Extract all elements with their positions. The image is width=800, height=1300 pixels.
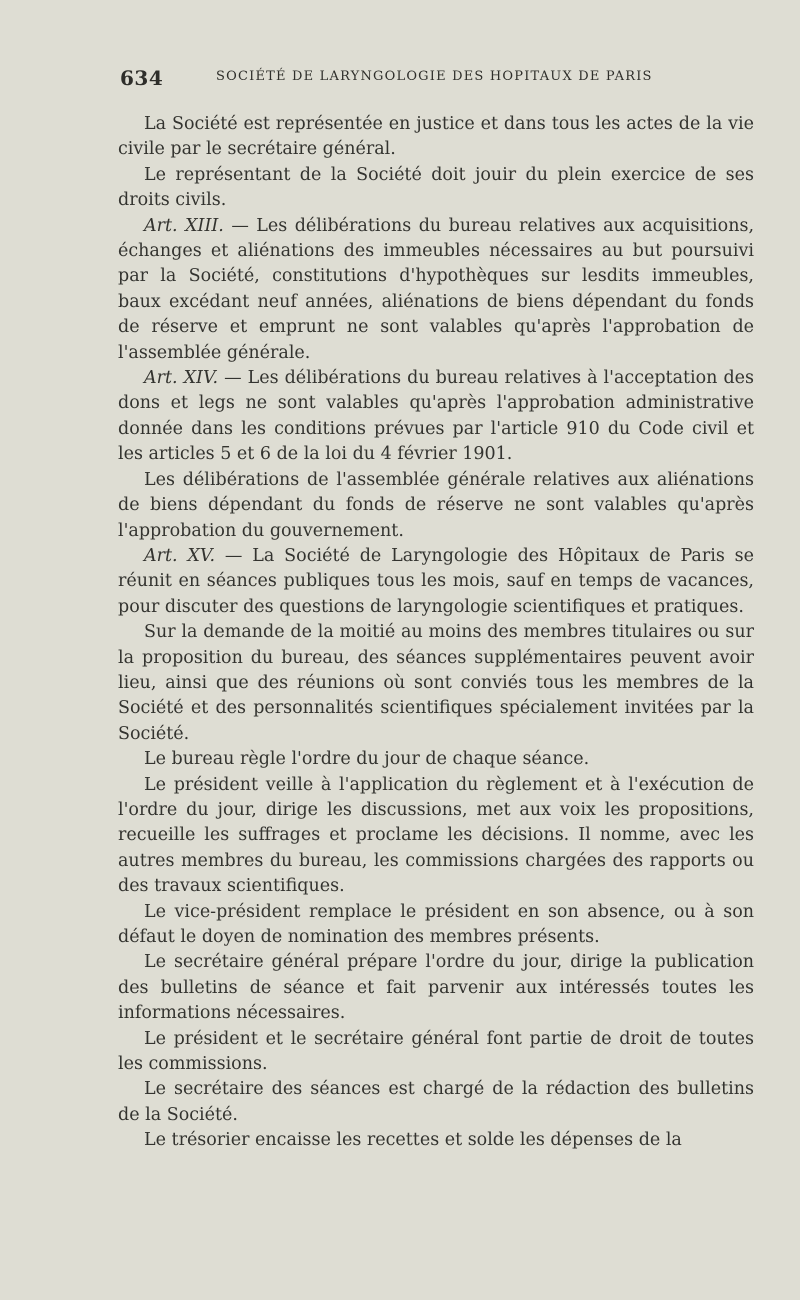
paragraph <box>118 620 754 747</box>
paragraph <box>118 1027 754 1078</box>
paragraph <box>118 1128 754 1153</box>
article-label: Art. XV. <box>144 545 216 566</box>
paragraph-text: Le président veille à l'application du règlement et à l'exécution de l'ordre du jour, dirige les discussions, met aux voix les propositions, recueille les suffrages et proclame les décisions. Il nomme, avec les autres membres du bureau, les commissions chargées des rapports ou des travaux scientifiques. <box>118 774 754 897</box>
paragraph <box>118 747 754 772</box>
paragraph <box>118 1077 754 1128</box>
paragraph <box>118 950 754 1026</box>
paragraph-text: Le secrétaire général prépare l'ordre du jour, dirige la publication des bulletins de séance et fait parvenir aux intéressés toutes les informations nécessaires. <box>118 952 754 1024</box>
paragraph-text: — Les délibérations du bureau relatives à l'acceptation des dons et legs ne sont valables qu'après l'approbation administrative donnée dans les conditions prévues par l'article 910 du Code civil et les articles 5 et 6 de la loi du 4 février 1901. <box>118 368 754 465</box>
paragraph-text: Le bureau règle l'ordre du jour de chaque séance. <box>144 749 590 770</box>
paragraph <box>118 900 754 951</box>
paragraph-text: — Les délibérations du bureau relatives aux acquisitions, échanges et aliénations des immeubles nécessaires au but poursuivi par la Société, constitutions d'hypothèques sur lesdits immeubles, baux excédant neuf années, aliénations de biens dépendant du fonds de réserve et emprunt ne sont valables qu'après l'approbation de l'assemblée générale. <box>118 215 755 363</box>
paragraph-text: Le président et le secrétaire général font partie de droit de toutes les commissions. <box>118 1028 754 1075</box>
paragraph <box>118 112 754 163</box>
paragraph-text: Le vice-président remplace le président en son absence, ou à son défaut le doyen de nomination des membres présents. <box>118 901 754 947</box>
paragraph-text: — La Société de Laryngologie des Hôpitaux de Paris se réunit en séances publiques tous les mois, sauf en temps de vacances, pour discuter des questions de laryngologie scientifiques et pratiques. <box>118 545 755 617</box>
paragraph <box>118 366 754 468</box>
paragraph-text: Sur la demande de la moitié au moins des membres titulaires ou sur la proposition du bureau, des séances supplémentaires peuvent avoir lieu, ainsi que des réunions où sont conviés tous les membres de la Société et des personnalités scientifiques spécialement invitées par la Société. <box>118 622 754 744</box>
running-head <box>120 66 760 90</box>
article-label: Art. XIV. <box>144 368 219 389</box>
paragraph-text: La Société est représentée en justice et dans tous les actes de la vie civile par le secrétaire général. <box>118 114 754 160</box>
paragraph-text: Le représentant de la Société doit jouir du plein exercice de ses droits civils. <box>118 164 754 211</box>
page-number: 634 <box>120 66 164 90</box>
paragraph-text: Les délibérations de l'assemblée générale relatives aux aliénations de biens dépendant du fonds de réserve ne sont valables qu'après l'approbation du gouvernement. <box>118 469 754 541</box>
paragraph-text: Le trésorier encaisse les recettes et solde les dépenses de la <box>144 1130 682 1151</box>
paragraph <box>118 773 754 900</box>
paragraph <box>118 163 754 214</box>
body-text <box>118 112 754 1154</box>
paragraph <box>118 468 754 544</box>
paragraph-text: Le secrétaire des séances est chargé de la rédaction des bulletins de la Société. <box>118 1079 754 1125</box>
running-title: SOCIÉTÉ DE LARYNGOLOGIE DES HOPITAUX DE PARIS <box>216 69 653 84</box>
article-label: Art. XIII. <box>144 215 224 236</box>
paragraph <box>118 214 754 366</box>
paragraph <box>118 544 754 620</box>
